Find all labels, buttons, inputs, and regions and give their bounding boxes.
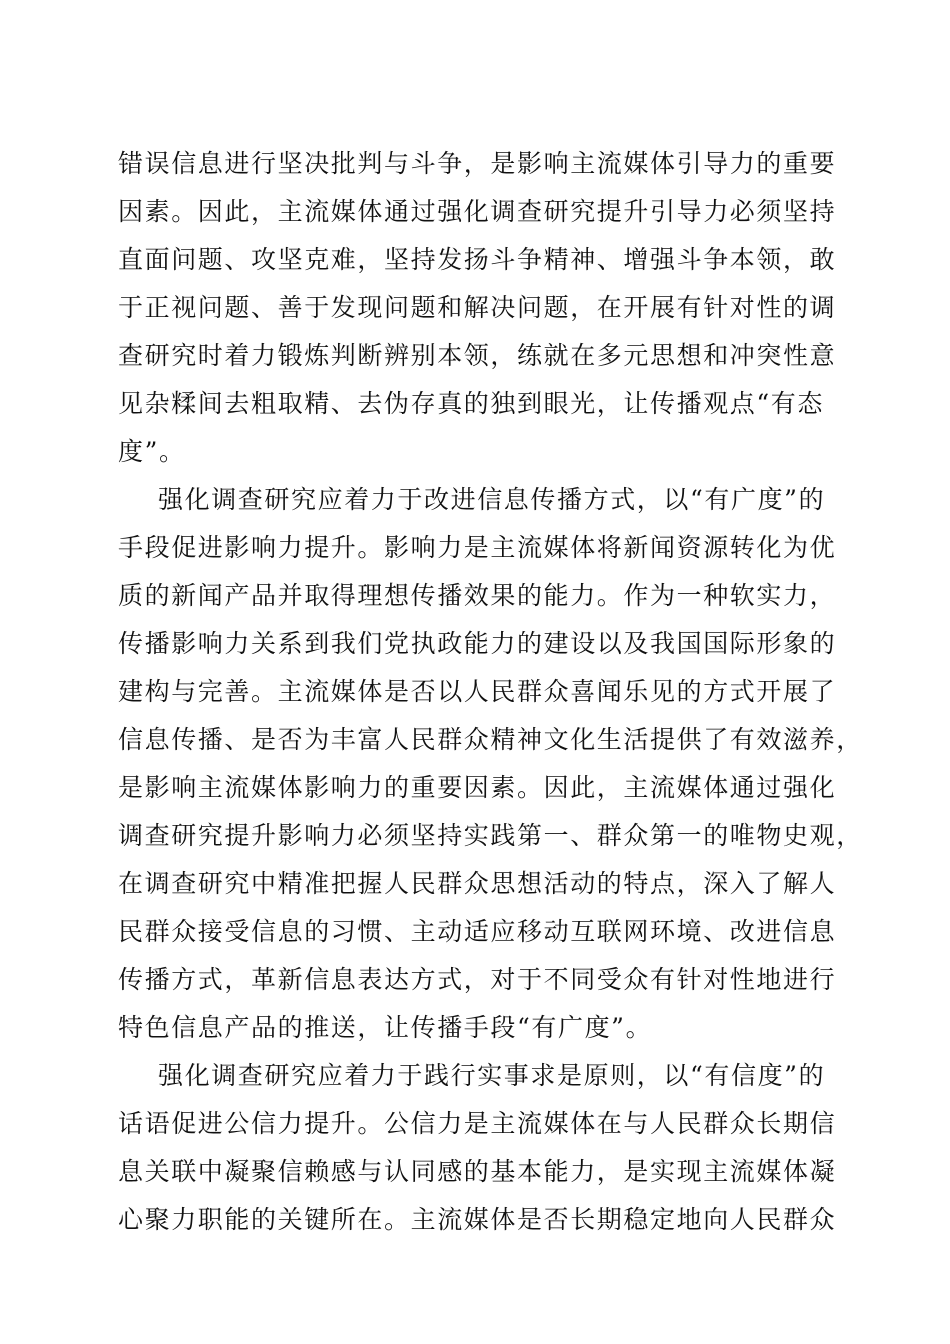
text-line: 于正视问题、善于发现问题和解决问题，在开展有针对性的调 [118, 293, 837, 322]
text-line: 心聚力职能的关键所在。主流媒体是否长期稳定地向人民群众 [118, 1205, 837, 1234]
text-line: 度”。 [118, 437, 186, 466]
text-line: 查研究时着力锻炼判断辨别本领，练就在多元思想和冲突性意 [118, 341, 837, 370]
text-line: 建构与完善。主流媒体是否以人民群众喜闻乐见的方式开展了 [118, 677, 837, 706]
text-line: 特色信息产品的推送，让传播手段“有广度”。 [118, 1013, 653, 1042]
text-line: 息关联中凝聚信赖感与认同感的基本能力，是实现主流媒体凝 [118, 1157, 837, 1186]
text-line: 在调查研究中精准把握人民群众思想活动的特点，深入了解人 [118, 869, 837, 898]
text-line: 民群众接受信息的习惯、主动适应移动互联网环境、改进信息 [118, 917, 837, 946]
text-line: 传播方式，革新信息表达方式，对于不同受众有针对性地进行 [118, 965, 837, 994]
text-line: 强化调查研究应着力于践行实事求是原则，以“有信度”的 [158, 1061, 826, 1090]
text-line: 手段促进影响力提升。影响力是主流媒体将新闻资源转化为优 [118, 533, 837, 562]
text-line: 话语促进公信力提升。公信力是主流媒体在与人民群众长期信 [118, 1109, 837, 1138]
text-line: 强化调查研究应着力于改进信息传播方式，以“有广度”的 [158, 485, 826, 514]
text-line: 信息传播、是否为丰富人民群众精神文化生活提供了有效滋养， [118, 725, 863, 754]
text-line: 直面问题、攻坚克难，坚持发扬斗争精神、增强斗争本领，敢 [118, 245, 837, 274]
text-line: 因素。因此，主流媒体通过强化调查研究提升引导力必须坚持 [118, 197, 837, 226]
text-line: 错误信息进行坚决批判与斗争，是影响主流媒体引导力的重要 [118, 149, 837, 178]
text-line: 质的新闻产品并取得理想传播效果的能力。作为一种软实力， [118, 581, 837, 610]
text-line: 是影响主流媒体影响力的重要因素。因此，主流媒体通过强化 [118, 773, 837, 802]
text-line: 见杂糅间去粗取精、去伪存真的独到眼光，让传播观点“有态 [118, 389, 824, 418]
text-line: 调查研究提升影响力必须坚持实践第一、群众第一的唯物史观， [118, 821, 863, 850]
text-line: 传播影响力关系到我们党执政能力的建设以及我国国际形象的 [118, 629, 837, 658]
